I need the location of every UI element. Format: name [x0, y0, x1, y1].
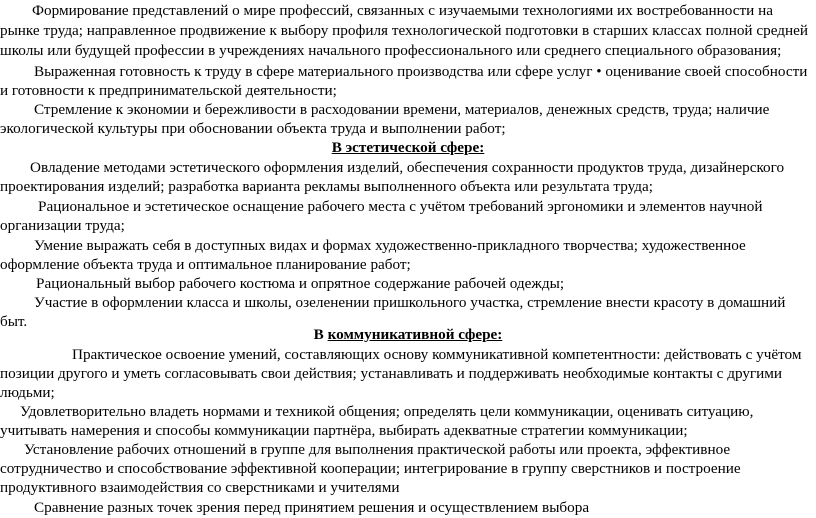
paragraph-line: Рациональный выбор рабочего костюма и опрятное содержание рабочей одежды; [36, 275, 565, 292]
paragraph-line: быт. [0, 313, 28, 330]
paragraph-line: экологической культуры при обосновании объекта труда и выполнении работ; [0, 120, 506, 137]
paragraph-line: Рациональное и эстетическое оснащение рабочего места с учётом требований эргономики и элементов научной [38, 198, 763, 215]
paragraph-line: организации труда; [0, 217, 125, 234]
paragraph-line: Сравнение разных точек зрения перед принятием решения и осуществлением выбора [34, 499, 590, 516]
paragraph-line: Овладение методами эстетического оформления изделий, обеспечения сохранности продуктов труда, дизайнерского [30, 159, 785, 176]
paragraph-line: людьми; [0, 384, 55, 401]
heading-text: В эстетической сфере: [331, 139, 485, 156]
paragraph-line: школы или будущей профессии в учреждениях начального профессионального или среднего специального образования; [0, 42, 782, 59]
section-heading-aesthetic [0, 138, 816, 157]
paragraph-line: оформление объекта труда и оптимальное планирование работ; [0, 256, 411, 273]
paragraph-line: продуктивного взаимодействия со сверстниками и учителями [0, 479, 400, 496]
paragraph-line: Умение выражать себя в доступных видах и формах художественно-прикладного творчества; художественное [34, 237, 746, 254]
paragraph-line: сотрудничество и способствование эффективной кооперации; интегрирование в группу сверстников и построение [0, 460, 741, 477]
heading-text: коммуникативной сфере: [327, 326, 503, 343]
paragraph-line: учитывать намерения и способы коммуникации партнёра, выбирать адекватные стратегии коммуникации; [0, 422, 688, 439]
section-heading-communicative [0, 325, 816, 344]
paragraph-line: Практическое освоение умений, составляющих основу коммуникативной компетентности: действовать с учётом [72, 346, 802, 363]
paragraph-line: Выраженная готовность к труду в сфере материального производства или сфере услуг • оценивание своей способности [34, 63, 808, 80]
paragraph-line: и готовности к предпринимательской деятельности; [0, 82, 337, 99]
heading-prefix: В [313, 326, 324, 343]
paragraph-line: позиции другого и уметь согласовывать свои действия; устанавливать и поддерживать необходимые контакты с другими [0, 365, 783, 382]
paragraph-line: Формирование представлений о мире профессий, связанных с изучаемыми технологиями их востребованности на [32, 2, 773, 19]
paragraph-line: Удовлетворительно владеть нормами и техникой общения; определять цели коммуникации, оценивать ситуацию, [20, 403, 754, 420]
paragraph-line: Установление рабочих отношений в группе для выполнения практической работы или проекта, эффективное [24, 441, 731, 458]
paragraph-line: Участие в оформлении класса и школы, озеленении пришкольного участка, стремление внести красоту в домашний [34, 294, 786, 311]
paragraph-line: Стремление к экономии и бережливости в расходовании времени, материалов, денежных средств, труда; наличие [34, 101, 770, 118]
paragraph-line: проектирования изделий; разработка варианта рекламы выполненного объекта или результата труда; [0, 178, 653, 195]
paragraph-line: рынке труда; направленное продвижение к выбору профиля технологической подготовки в старших классах полной средней [0, 22, 808, 39]
